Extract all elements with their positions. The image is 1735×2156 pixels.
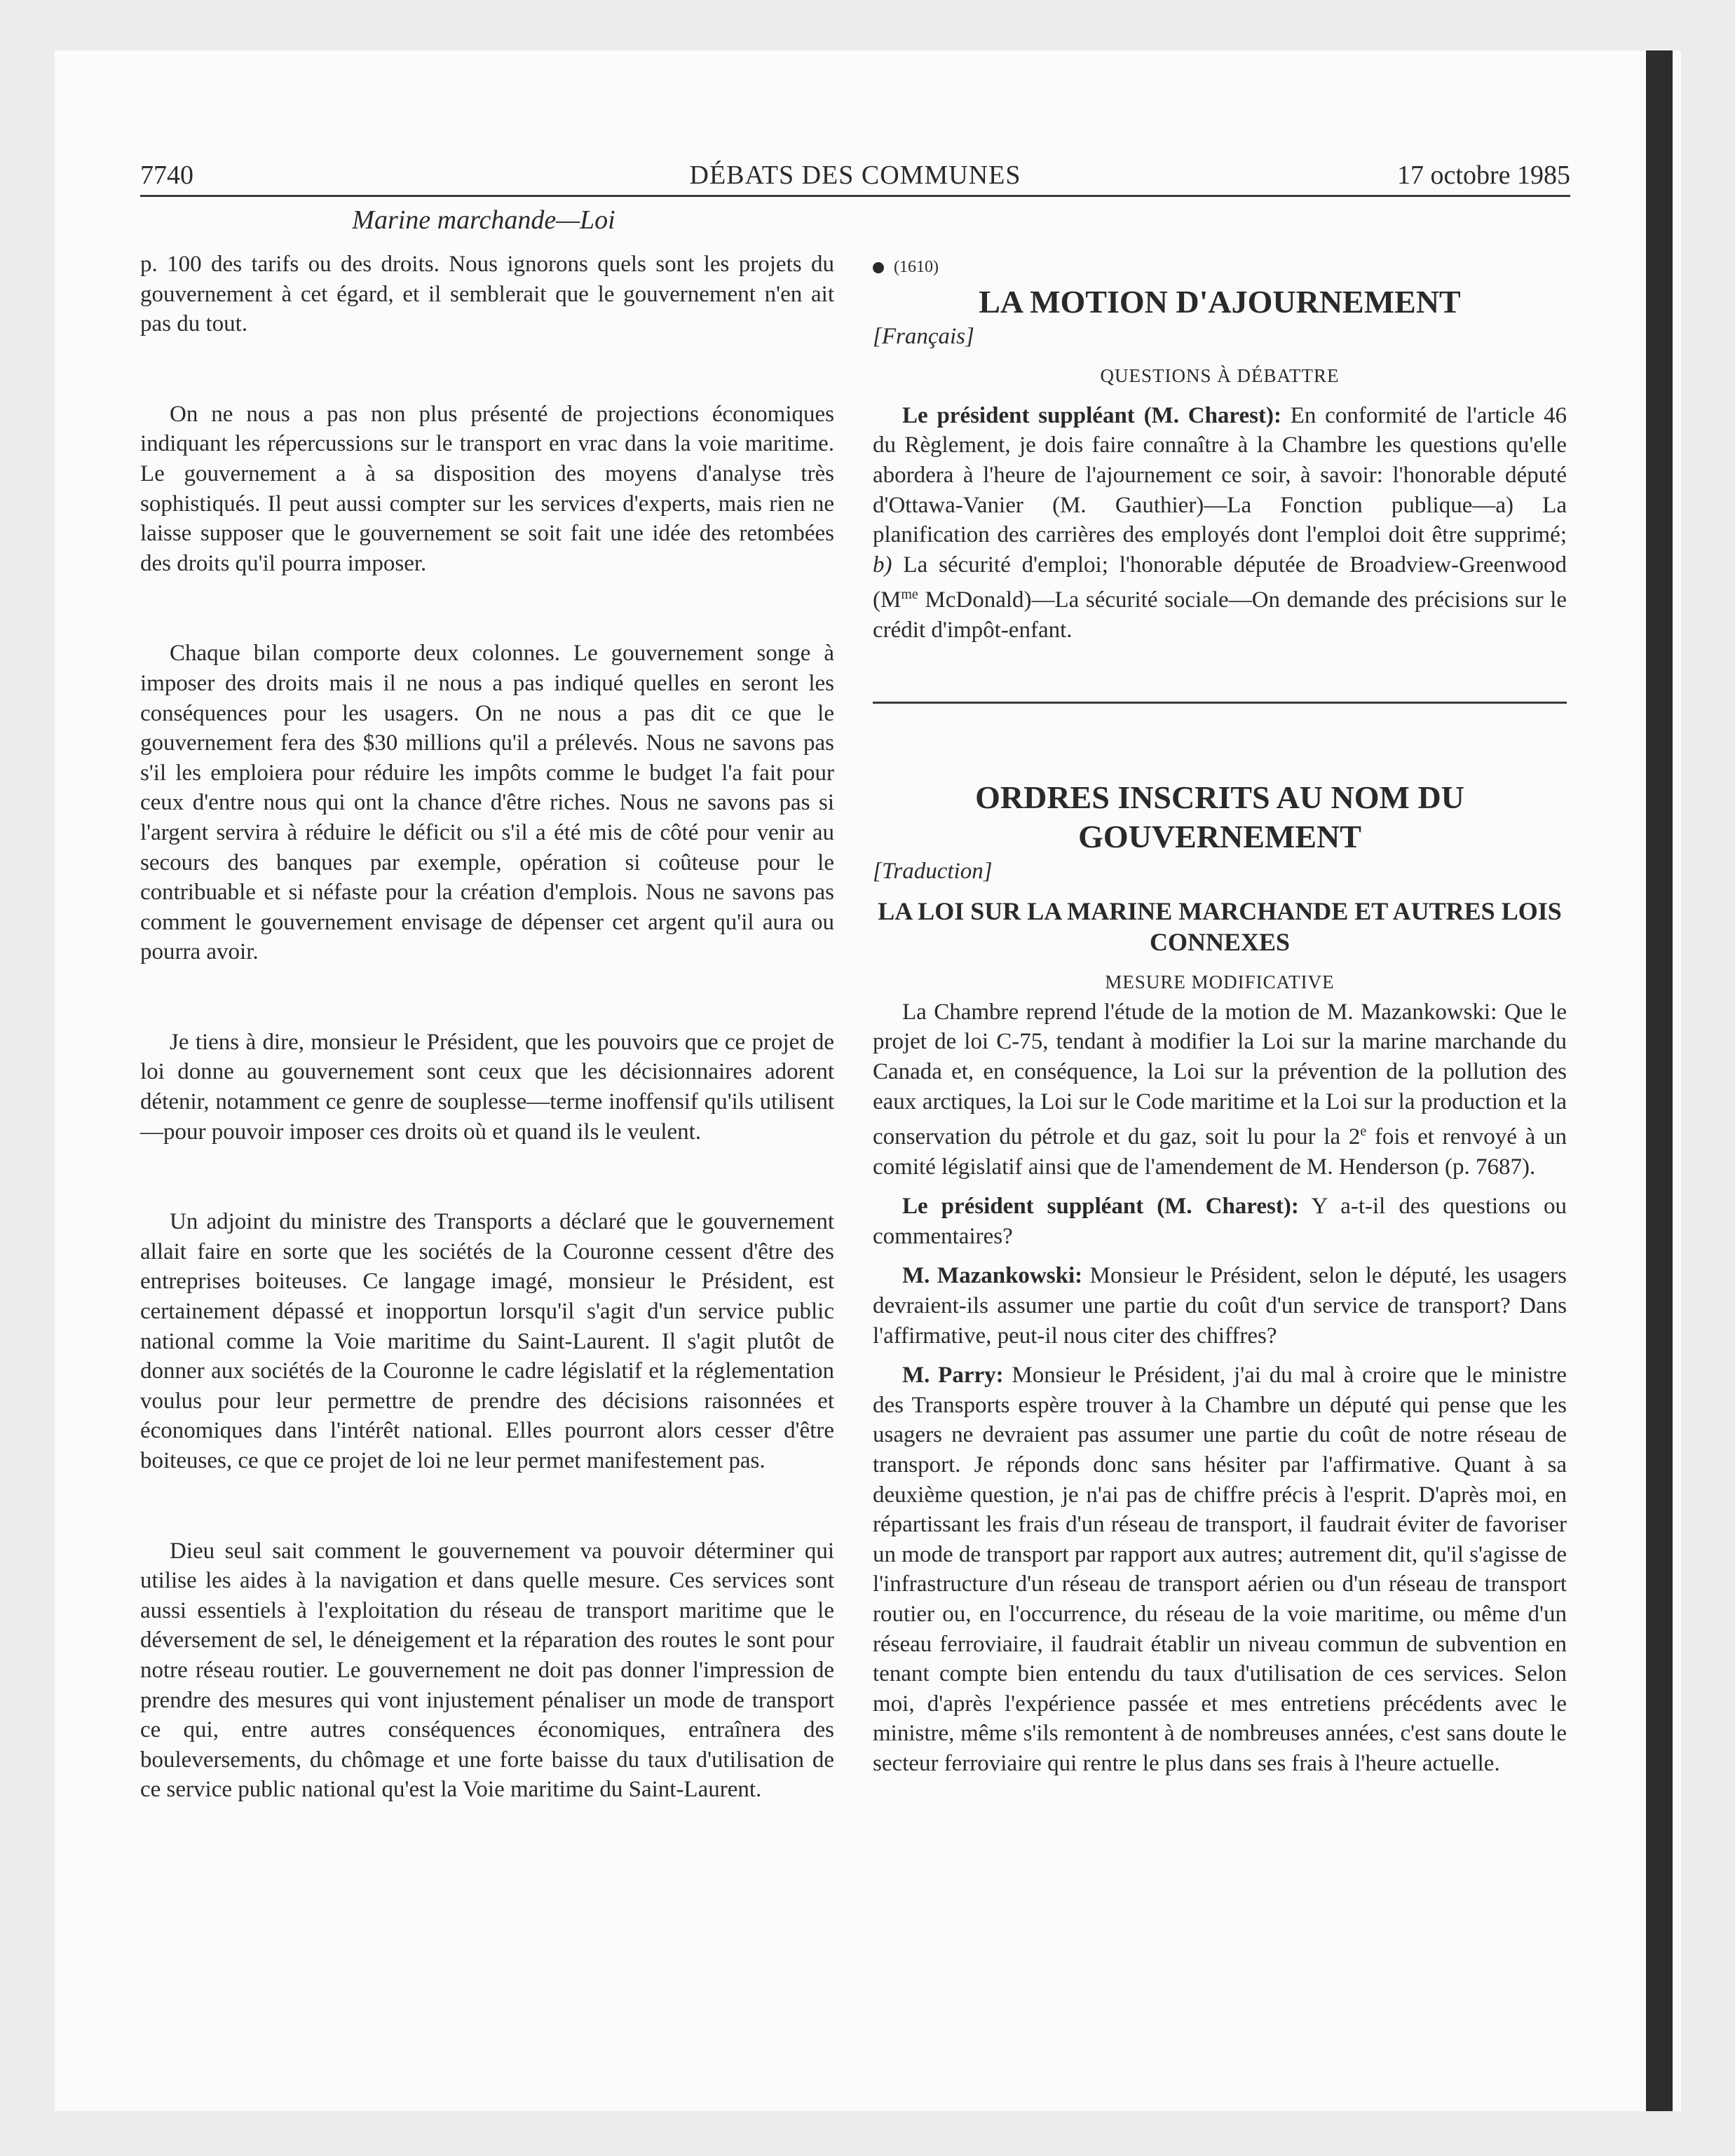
publication-date: 17 octobre 1985 bbox=[1397, 161, 1570, 190]
paragraph: La Chambre reprend l'étude de la motion de M. Mazankowski: Que le projet de loi C-75, tendant à modifier la Loi sur la marine marchande du Canada et, en conséquence, la Loi sur la prévention de la pollution des eaux arctiques, la Loi sur le Code maritime et la Loi sur la production et la conservation du pétrole et du gaz, soit lu pour la 2e fois et renvoyé à un comité législatif ainsi que de l'amendement de M. Henderson (p. 7687). bbox=[873, 999, 1567, 1180]
speaker-name: M. Mazankowski: bbox=[902, 1263, 1083, 1289]
bill-title: LA LOI SUR LA MARINE MARCHANDE ET AUTRES LOIS CONNEXES bbox=[878, 897, 1562, 957]
language-tag: [Français] bbox=[873, 323, 974, 349]
language-tag: [Traduction] bbox=[873, 858, 993, 884]
binding-edge bbox=[1646, 50, 1673, 2111]
paragraph: M. Parry: Monsieur le Président, j'ai du mal à croire que le ministre des Transports espère trouver à la Chambre un député qui pense que les usagers ne devraient pas assumer une partie du coût de notre réseau de transport. Je réponds donc sans hésiter par l'affirmative. Quant à sa deuxième question, je n'ai pas de chiffre précis à l'esprit. D'après moi, en répartissant les frais d'un réseau de transport, il faudrait éviter de favoriser un mode de transport par rapport aux autres; autrement dit, qu'il s'agisse de l'infrastructure d'un réseau de transport aérien ou d'un réseau de transport routier ou, en l'occurrence, du réseau de la voie maritime, ou même d'un réseau ferroviaire, il faudrait établir un niveau commun de subvention en tenant compte bien entendu du taux d'utilisation de ces services. Selon moi, d'après l'expérience passée et mes entretiens précédents avec le ministre, même s'ils remontent à de nombreuses années, c'est sans doute le secteur ferroviaire qui rentre le plus dans ses frais à l'heure actuelle. bbox=[873, 1363, 1567, 1776]
time-marker-label: (1610) bbox=[894, 258, 939, 276]
bullet-icon bbox=[873, 262, 884, 273]
section-divider bbox=[873, 702, 1567, 704]
subheading: QUESTIONS À DÉBATTRE bbox=[1100, 365, 1340, 387]
paragraph: M. Mazankowski: Monsieur le Président, selon le député, les usagers devraient-ils assumer une partie du coût d'un service de transport? Dans l'affirmative, peut-il nous citer des chiffres? bbox=[873, 1263, 1567, 1349]
paragraph: Un adjoint du ministre des Transports a déclaré que le gouvernement allait faire en sorte que les sociétés de la Couronne cessent d'être des entreprises boiteuses. Ce langage imagé, monsieur le Président, est certainement dépassé et inopportun lorsqu'il s'agit d'un service public national comme la Voie maritime du Saint-Laurent. Il s'agit plutôt de donner aux sociétés de la Couronne le cadre législatif et la réglementation voulus pour leur permettre de prendre des décisions raisonnées et économiques dans l'intérêt national. Elles pourront alors cesser d'être boiteuses, ce que ce projet de loi ne leur permet manifestement pas. bbox=[140, 1209, 834, 1473]
right-column bbox=[873, 252, 1567, 1779]
paragraph: Dieu seul sait comment le gouvernement va pouvoir déterminer qui utilise les aides à la navigation et dans quelle mesure. Ces services sont aussi essentiels à l'exploitation du réseau de transport maritime que le déversement de sel, le déneigement et la réparation des routes le sont pour notre réseau routier. Le gouvernement ne doit pas donner l'impression de prendre des mesures qui vont injustement pénaliser un mode de transport ce qui, entre autres conséquences économiques, entraînera des bouleversements, du chômage et une forte baisse du taux d'utilisation de ce service public national qu'est la Voie maritime du Saint-Laurent. bbox=[140, 1538, 834, 1803]
paragraph: Le président suppléant (M. Charest): Y a-t-il des questions ou commentaires? bbox=[873, 1194, 1567, 1249]
running-title: Marine marchande—Loi bbox=[352, 205, 615, 235]
subheading: MESURE MODIFICATIVE bbox=[1105, 971, 1335, 993]
page-header bbox=[140, 160, 1570, 197]
section-heading-orders: ORDRES INSCRITS AU NOM DU GOUVERNEMENT bbox=[975, 779, 1464, 854]
paragraph: On ne nous a pas non plus présenté de projections économiques indiquant les répercussions sur le transport en vrac dans la voie maritime. Le gouvernement a à sa disposition des moyens d'analyse très sophistiqués. Il peut aussi compter sur les services d'experts, mais rien ne laisse supposer que le gouvernement se soit fait une idée des retombées des droits qu'il pourra imposer. bbox=[140, 401, 834, 576]
speaker-name: Le président suppléant (M. Charest): bbox=[902, 402, 1281, 428]
time-marker bbox=[873, 252, 1567, 282]
paragraph: Chaque bilan comporte deux colonnes. Le gouvernement songe à imposer des droits mais il ne nous a pas indiqué quelles en seront les conséquences pour les usagers. On ne nous a pas dit ce que le gouvernement fera des $30 millions qu'il a prélevés. Nous ne savons pas s'il les emploiera pour réduire les impôts comme le budget l'a fait pour ceux d'entre nous qui ont la chance d'être riches. Nous ne savons pas si l'argent servira à réduire le déficit ou s'il a été mis de côté pour venir au secours des banques par exemple, opération si coûteuse pour le contribuable et si néfaste pour la création d'emplois. Nous ne savons pas comment le gouvernement envisage de dépenser cet argent qu'il aura ou pourra avoir. bbox=[140, 641, 834, 965]
publication-title: DÉBATS DES COMMUNES bbox=[689, 161, 1021, 190]
paragraph: Le président suppléant (M. Charest): En conformité de l'article 46 du Règlement, je dois faire connaître à la Chambre les questions qu'elle abordera à l'heure de l'ajournement ce soir, à savoir: l'honorable député d'Ottawa-Vanier (M. Gauthier)—La Fonction publique—a) La planification des carrières des employés dont l'emploi doit être supprimé; b) La sécurité d'emploi; l'honorable députée de Broadview-Greenwood ($M^{me}$ McDonald)—La sécurité sociale—On demande des précisions sur le crédit d'impôt-enfant. bbox=[873, 402, 1567, 643]
speaker-name: Le président suppléant (M. Charest): bbox=[902, 1194, 1299, 1220]
page-number: 7740 bbox=[140, 161, 193, 190]
left-column bbox=[140, 250, 834, 1805]
paragraph: p. 100 des tarifs ou des droits. Nous ignorons quels sont les projets du gouvernement à cet égard, et il semblerait que le gouvernement n'en ait pas du tout. bbox=[140, 252, 834, 337]
section-heading-adjournment: LA MOTION D'AJOURNEMENT bbox=[979, 283, 1461, 320]
paragraph: Je tiens à dire, monsieur le Président, que les pouvoirs que ce projet de loi donne au gouvernement sont ceux que les décisionnaires adorent détenir, notamment ce genre de souplesse—terme inoffensif qu'ils utilisent—pour pouvoir imposer ces droits où et quand ils le veulent. bbox=[140, 1029, 834, 1145]
speaker-name: M. Parry: bbox=[902, 1363, 1004, 1389]
